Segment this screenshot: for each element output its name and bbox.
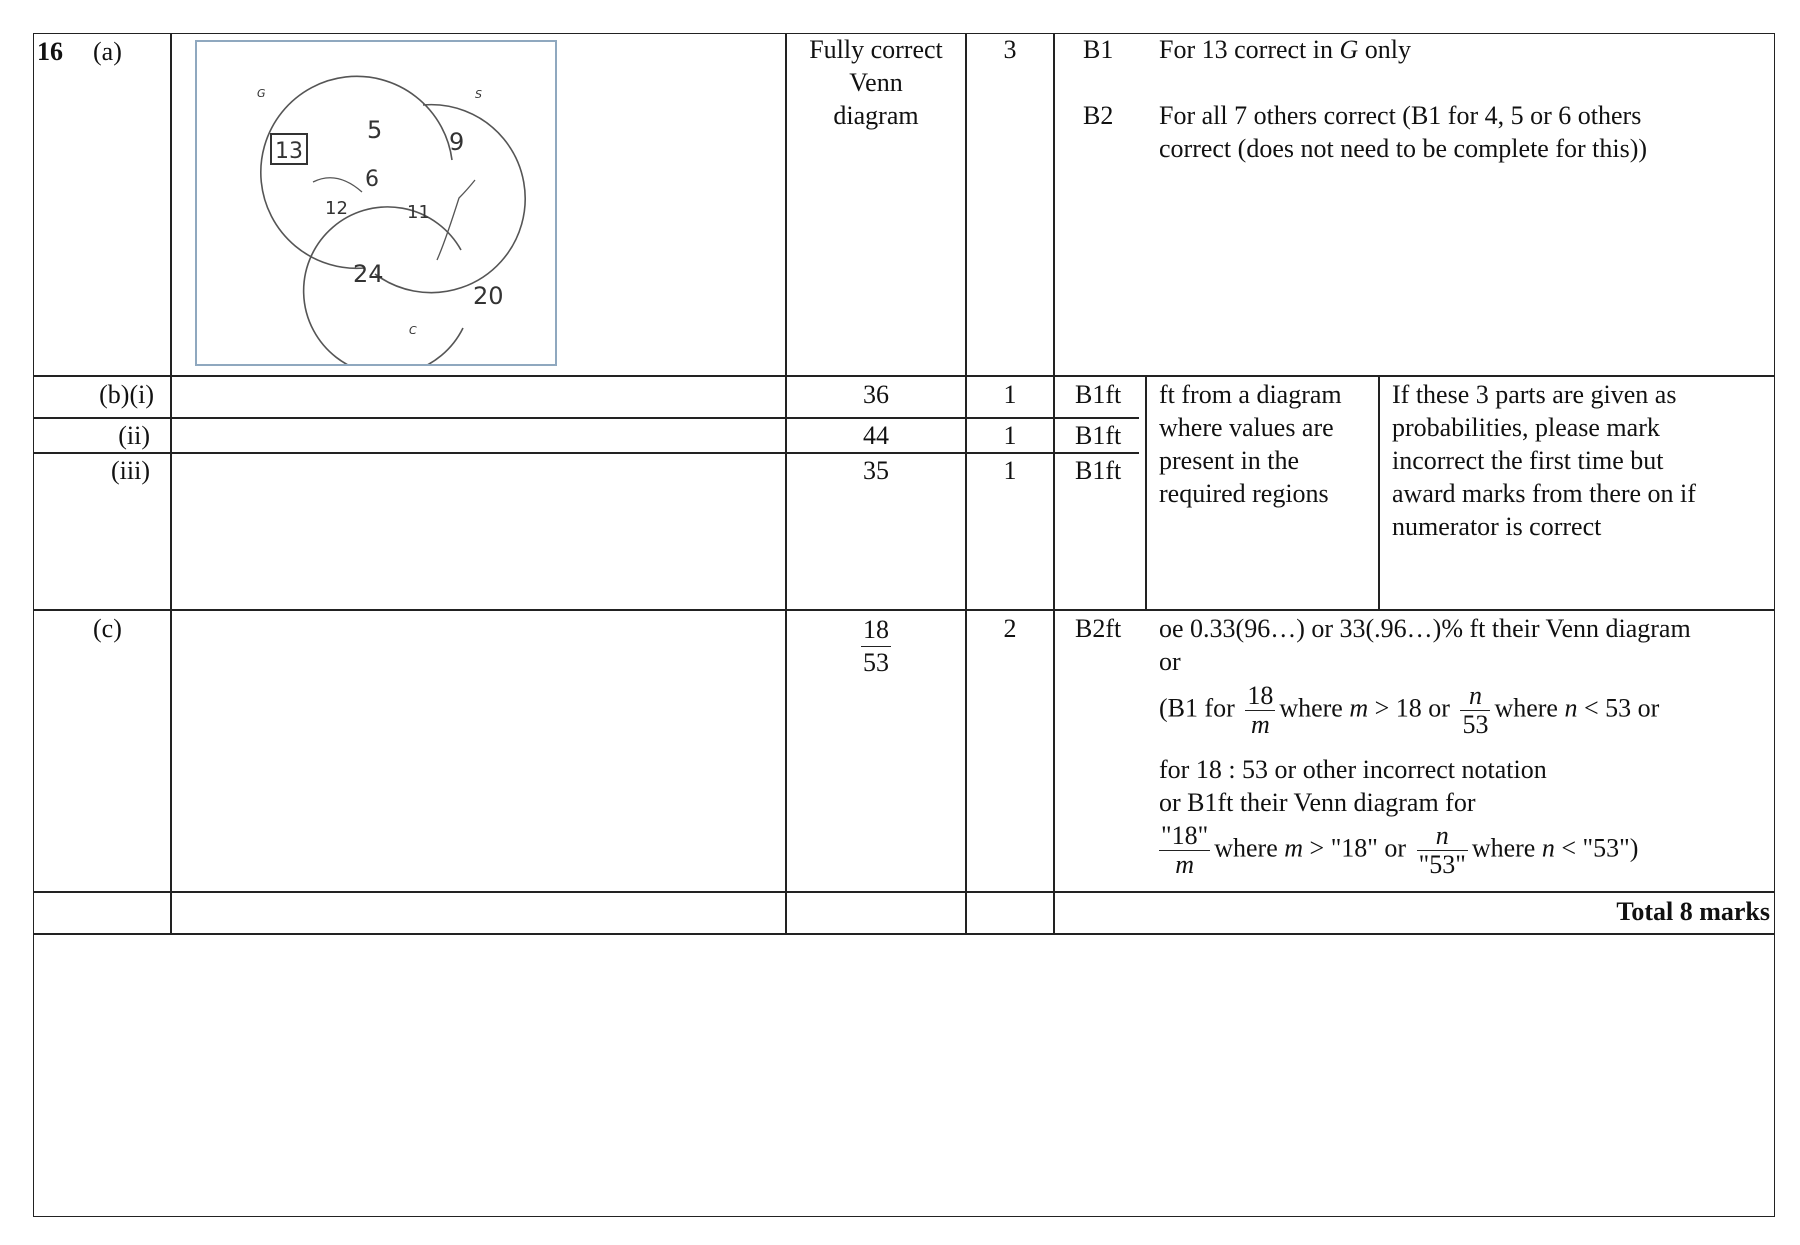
part-b-ii-label: (ii) [118, 421, 150, 450]
row-divider-total-end [33, 933, 1775, 935]
part-c-code: B2ft [1075, 614, 1122, 643]
circle-s-lower-arc [437, 180, 475, 260]
part-a-code-b2: B2 [1083, 101, 1114, 130]
venn-s-only: 9 [449, 128, 465, 156]
part-b-ft-note-line-2: where values are [1159, 413, 1334, 442]
venn-diagram [197, 42, 555, 364]
part-c-note-line-4: for 18 : 53 or other incorrect notation [1159, 755, 1547, 784]
set-label-c: C [409, 324, 417, 337]
col-divider-5 [1145, 375, 1147, 610]
part-c-answer [786, 614, 966, 679]
part-b-iii-answer: 35 [863, 456, 889, 485]
part-a-code-b1: B1 [1083, 35, 1114, 64]
part-b-iii-code: B1ft [1075, 456, 1122, 485]
part-c-answer-numerator: 18 [861, 614, 891, 647]
venn-diagram-image [195, 40, 557, 366]
set-label-g: G [257, 87, 266, 100]
row-divider-c-total [33, 891, 1775, 893]
part-c-answer-denominator: 53 [863, 648, 889, 677]
part-b-ft-note-line-3: present in the [1159, 446, 1300, 475]
part-b-i-code: B1ft [1075, 380, 1122, 409]
part-b-prob-note-line-1: If these 3 parts are given as [1392, 380, 1677, 409]
part-a-answer-line-2: Venn [849, 68, 903, 97]
row-divider-b-c [33, 609, 1775, 611]
venn-s-and-c: 11 [407, 202, 430, 223]
part-a-mark: 3 [1003, 35, 1017, 64]
part-c-mark: 2 [1003, 614, 1017, 643]
part-b-ft-note-line-1: ft from a diagram [1159, 380, 1342, 409]
part-b-i-mark: 1 [1003, 380, 1017, 409]
part-a-note-b2-line-1: For all 7 others correct (B1 for 4, 5 or 6 others [1159, 101, 1642, 130]
part-c-note-line-2: or [1159, 647, 1181, 676]
part-b-i-answer: 36 [863, 380, 889, 409]
part-b-prob-note-line-3: incorrect the first time but [1392, 446, 1664, 475]
part-c-label: (c) [93, 614, 122, 643]
venn-g-and-s: 5 [367, 116, 383, 144]
part-b-ii-code: B1ft [1075, 421, 1122, 450]
part-b-ii-answer: 44 [863, 421, 889, 450]
col-divider-6 [1378, 375, 1380, 610]
part-c-note-line-1: oe 0.33(96…) or 33(.96…)% ft their Venn diagram [1159, 614, 1691, 643]
part-a-answer-line-3: diagram [833, 101, 919, 130]
part-b-prob-note-line-5: numerator is correct [1392, 512, 1602, 541]
col-divider-1 [170, 33, 172, 934]
part-c-note-line-6: $\frac{"18"}{m}$ where m > "18" or $\frac{n}{"53"}$ where n < "53") [1161, 821, 1639, 879]
part-a-note-b1: For 13 correct in G only [1159, 35, 1412, 64]
total-marks: Total 8 marks [1616, 897, 1770, 926]
intersection-arc [313, 178, 362, 192]
venn-outside: 20 [473, 282, 504, 310]
set-label-s: S [475, 88, 482, 101]
venn-g-and-c: 12 [325, 198, 348, 219]
part-c-note-line-5: or B1ft their Venn diagram for [1159, 788, 1476, 817]
part-b-i-label: (b)(i) [99, 380, 154, 409]
part-b-iii-label: (iii) [111, 456, 150, 485]
part-a-answer-line-1: Fully correct [809, 35, 943, 64]
part-a-note-b2-line-2: correct (does not need to be complete for this)) [1159, 134, 1648, 163]
venn-g-only: 13 [275, 139, 303, 164]
venn-c-only: 24 [353, 260, 384, 288]
part-c-note-line-3: (B1 for $\frac{18}{m}$ where m > 18 or $\frac{n}{53}$ where n < 53 or [1159, 681, 1660, 739]
venn-all-three: 6 [365, 167, 379, 192]
part-a-label: (a) [93, 37, 122, 66]
part-b-prob-note-line-2: probabilities, please mark [1392, 413, 1660, 442]
row-divider-a-b [33, 375, 1775, 377]
part-b-ii-mark: 1 [1003, 421, 1017, 450]
part-b-iii-mark: 1 [1003, 456, 1017, 485]
part-b-prob-note-line-4: award marks from there on if [1392, 479, 1696, 508]
question-number: 16 [37, 37, 63, 66]
part-b-ft-note-line-4: required regions [1159, 479, 1329, 508]
